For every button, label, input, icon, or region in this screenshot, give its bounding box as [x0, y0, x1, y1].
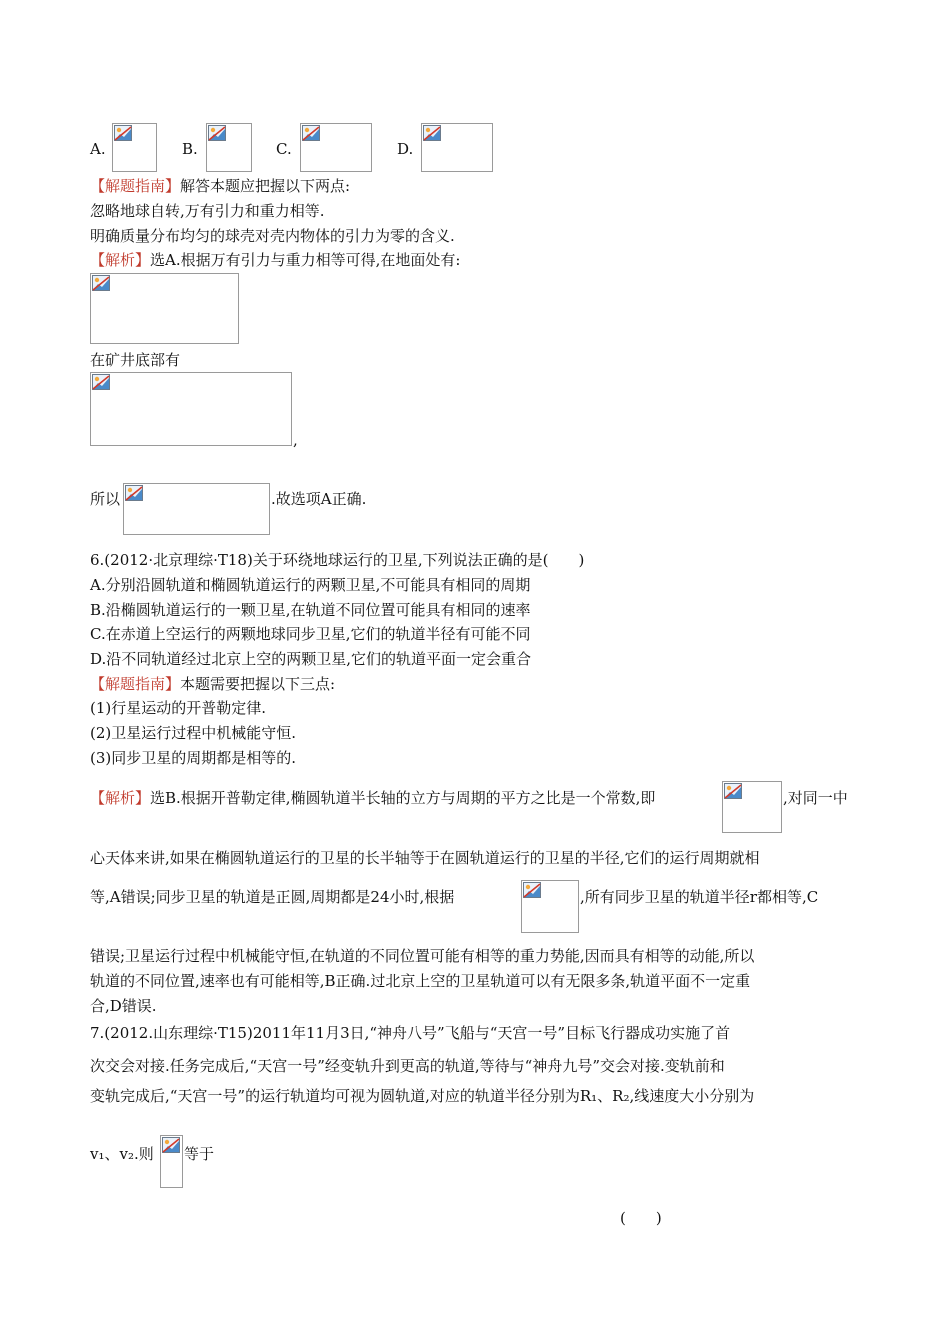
- q6-analysis-line-1: [90, 788, 655, 808]
- q5-point-1: 忽略地球自转,万有引力和重力相等.: [90, 202, 325, 220]
- option-c-image: [300, 123, 372, 172]
- option-a-label: A.: [90, 140, 106, 158]
- analysis-tag: 【解析】: [90, 251, 151, 269]
- broken-image-icon: [125, 485, 143, 501]
- option-a-image: [112, 123, 157, 172]
- guide-tag: 【解题指南】: [90, 177, 181, 195]
- q6-guide: [90, 674, 335, 694]
- q6-option-d: D.沿不同轨道经过北京上空的两颗卫星,它们的轨道平面一定会重合: [90, 650, 532, 668]
- broken-image-icon: [302, 125, 320, 141]
- q5-at-bottom: 在矿井底部有: [90, 351, 181, 369]
- formula-mine-image: [90, 372, 292, 446]
- formula-velocity-ratio-image: [160, 1135, 183, 1188]
- guide-tag: 【解题指南】: [90, 675, 181, 693]
- broken-image-icon: [92, 374, 110, 390]
- broken-image-icon: [208, 125, 226, 141]
- q7-line-1: 7.(2012.山东理综·T15)2011年11月3日,“神舟八号”飞船与“天宫一号”目标飞行器成功实施了首: [90, 1024, 731, 1042]
- formula-ratio-image: [123, 483, 270, 535]
- q5-guide: [90, 176, 350, 196]
- q6-line-1-tail: ,对同一中: [783, 789, 848, 807]
- q5-point-2: 明确质量分布均匀的球壳对壳内物体的引力为零的含义.: [90, 227, 455, 245]
- q6-analysis-line-6: 合,D错误.: [90, 997, 157, 1015]
- q6-stem: 6.(2012·北京理综·T18)关于环绕地球运行的卫星,下列说法正确的是( ): [90, 551, 585, 569]
- q7-line-4: v₁、v₂.则: [90, 1145, 154, 1163]
- q7-equals: 等于: [184, 1145, 215, 1163]
- q7-line-2: 次交会对接.任务完成后,“天宫一号”经变轨升到更高的轨道,等待与“神舟九号”交会对接.变轨前和: [90, 1057, 725, 1075]
- analysis-text: 选B.根据开普勒定律,椭圆轨道半长轴的立方与周期的平方之比是一个常数,即: [150, 789, 656, 807]
- option-d-image: [421, 123, 493, 172]
- q6-option-a: A.分别沿圆轨道和椭圆轨道运行的两颗卫星,不可能具有相同的周期: [90, 576, 531, 594]
- q7-line-3: 变轨完成后,“天宫一号”的运行轨道均可视为圆轨道,对应的轨道半径分别为R₁、R₂,线速度大小分别为: [90, 1087, 755, 1105]
- broken-image-icon: [423, 125, 441, 141]
- formula-ground-image: [90, 273, 239, 344]
- q6-option-b: B.沿椭圆轨道运行的一颗卫星,在轨道不同位置可能具有相同的速率: [90, 601, 531, 619]
- option-b-image: [206, 123, 252, 172]
- formula-kepler-image: [722, 781, 782, 833]
- q6-analysis-line-4: 错误;卫星运行过程中机械能守恒,在轨道的不同位置可能有相等的重力势能,因而具有相等的动能,所以: [90, 947, 755, 965]
- broken-image-icon: [724, 783, 742, 799]
- analysis-text: 选A.根据万有引力与重力相等可得,在地面处有:: [150, 251, 461, 269]
- formula-sync-image: [521, 880, 579, 933]
- q6-option-c: C.在赤道上空运行的两颗地球同步卫星,它们的轨道半径有可能不同: [90, 625, 531, 643]
- broken-image-icon: [114, 125, 132, 141]
- q5-comma: ,: [293, 431, 298, 449]
- broken-image-icon: [523, 882, 541, 898]
- q6-analysis-line-3: 等,A错误;同步卫星的轨道是正圆,周期都是24小时,根据: [90, 888, 455, 906]
- guide-text: 解答本题应把握以下两点:: [180, 177, 351, 195]
- option-b-label: B.: [182, 140, 198, 158]
- q7-answer-paren: ( ): [620, 1209, 662, 1227]
- q6-point-2: (2)卫星运行过程中机械能守恒.: [90, 724, 297, 742]
- analysis-tag: 【解析】: [90, 789, 151, 807]
- q5-conclusion: .故选项A正确.: [271, 490, 367, 508]
- q6-analysis-line-5: 轨道的不同位置,速率也有可能相等,B正确.过北京上空的卫星轨道可以有无限多条,轨道平面不一定重: [90, 972, 751, 990]
- q5-so-prefix: 所以: [90, 490, 121, 508]
- broken-image-icon: [92, 275, 110, 291]
- q6-analysis-line-2: 心天体来讲,如果在椭圆轨道运行的卫星的长半轴等于在圆轨道运行的卫星的半径,它们的运行周期就相: [90, 849, 760, 867]
- q5-analysis: [90, 250, 460, 270]
- q6-point-1: (1)行星运动的开普勒定律.: [90, 699, 267, 717]
- option-d-label: D.: [397, 140, 414, 158]
- broken-image-icon: [162, 1137, 180, 1153]
- option-c-label: C.: [276, 140, 292, 158]
- guide-text: 本题需要把握以下三点:: [180, 675, 336, 693]
- q6-point-3: (3)同步卫星的周期都是相等的.: [90, 749, 297, 767]
- q6-line-3-tail: ,所有同步卫星的轨道半径r都相等,C: [580, 888, 819, 906]
